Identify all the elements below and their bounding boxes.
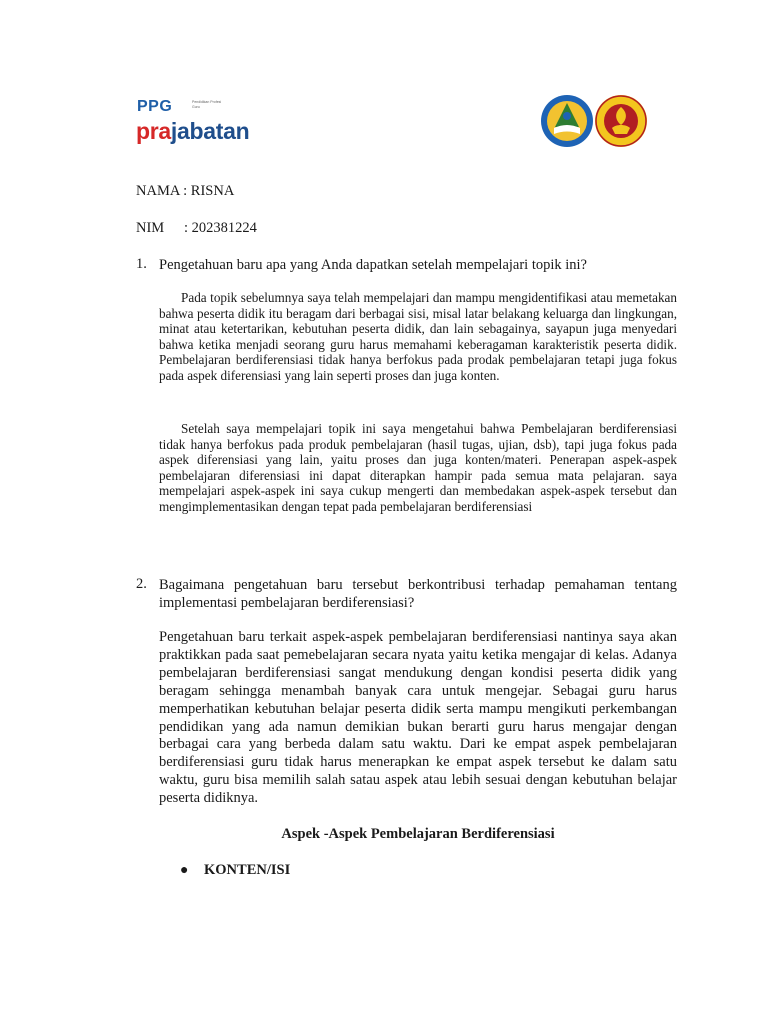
- question-2-text: Bagaimana pengetahuan baru tersebut berkontribusi terhadap pemahaman tentang implementasi pembelajaran berdiferensiasi?: [159, 577, 677, 611]
- question-1-number: 1.: [136, 256, 147, 272]
- logo-ppg-subtext: Pendidikan Profesi Guru: [192, 100, 222, 109]
- question-2-number: 2.: [136, 576, 147, 592]
- question-1-text: Pengetahuan baru apa yang Anda dapatkan setelah mempelajari topik ini?: [159, 257, 587, 273]
- bullet-item-konten: KONTEN/ISI: [204, 862, 291, 878]
- logo-ppg-text: PPG: [137, 98, 173, 115]
- student-nim-label: NIM: [136, 220, 165, 236]
- student-nim-value: : 202381224: [184, 220, 257, 236]
- ppg-prajabatan-logo: [136, 98, 266, 148]
- student-name-line: NAMA : RISNA: [136, 183, 235, 199]
- logo-pra: pra: [136, 118, 171, 144]
- section-heading: Aspek -Aspek Pembelajaran Berdiferensiasi: [281, 826, 555, 842]
- institution-emblems: [540, 94, 648, 148]
- kemendikbud-logo-icon: [540, 94, 594, 148]
- logo-prajabatan-text: [136, 118, 249, 145]
- bullet-dot-icon: ●: [180, 863, 189, 878]
- logo-jabatan: jabatan: [170, 118, 250, 144]
- question-1-answer-paragraph-1: Pada topik sebelumnya saya telah mempelajari dan mampu mengidentifikasi atau memetakan bahwa peserta didik itu beragam dari berbagai sisi, misal latar belakang keluarga dan lingkungan, minat atau ketertarikan, kebutuhan peserta didik, dan lain sebagainya, sayapun juga menyedari bahwa ketika menjadi seorang guru harus memahami keberagaman karakteristik peserta didik. Pembelajaran berdiferensiasi tidak hanya berfokus pada prodak pembelajaran tetapi juga fokus pada aspek diferensiasi yang lain seperti proses dan juga konten.: [159, 290, 677, 383]
- university-seal-icon: [594, 94, 648, 148]
- question-2-answer-paragraph: Pengetahuan baru terkait aspek-aspek pembelajaran berdiferensiasi nantinya saya akan praktikkan pada saat pemebelajaran secara nyata yaitu ketika mengajar di kelas. Adanya pembelajaran berdiferensiasi sangat mendukung dengan kondisi peserta didik yang beragam sehingga menambah banyak cara untuk mengejar. Sebagai guru harus memperhatikan kebutuhan belajar peserta didik serta mampu mengikuti perkembangan pendidikan yang ada namun demikian bukan berarti guru harus mengajar dengan berbagai cara yang berbeda dalam satu waktu. Dari ke empat aspek pembelajaran berdiferensiasi guru tidak harus menerapkan ke empat aspek tersebut ke dalam satu waktu, guru bisa memilih salah satau aspek atau lebih sesuai dengan kebutuhan belajar peserta didiknya.: [159, 629, 677, 807]
- question-1-answer-paragraph-2: Setelah saya mempelajari topik ini saya mengetahui bahwa Pembelajaran berdiferensiasi tidak hanya berfokus pada produk pembelajaran (hasil tugas, ujian, dsb), tapi juga fokus pada aspek diferensiasi yang lain, yaitu proses dan juga konten/materi. Penerapan aspek-aspek pembelajaran diferensiasi ini dapat diterapkan hampir pada semua mata pelajaran. saya mempelajari aspek-aspek ini saya cukup mengerti dan membedakan aspek-aspek tersebut dan mengimplementasikan dengan tepat pada pembelajaran berdiferensiasi: [159, 421, 677, 514]
